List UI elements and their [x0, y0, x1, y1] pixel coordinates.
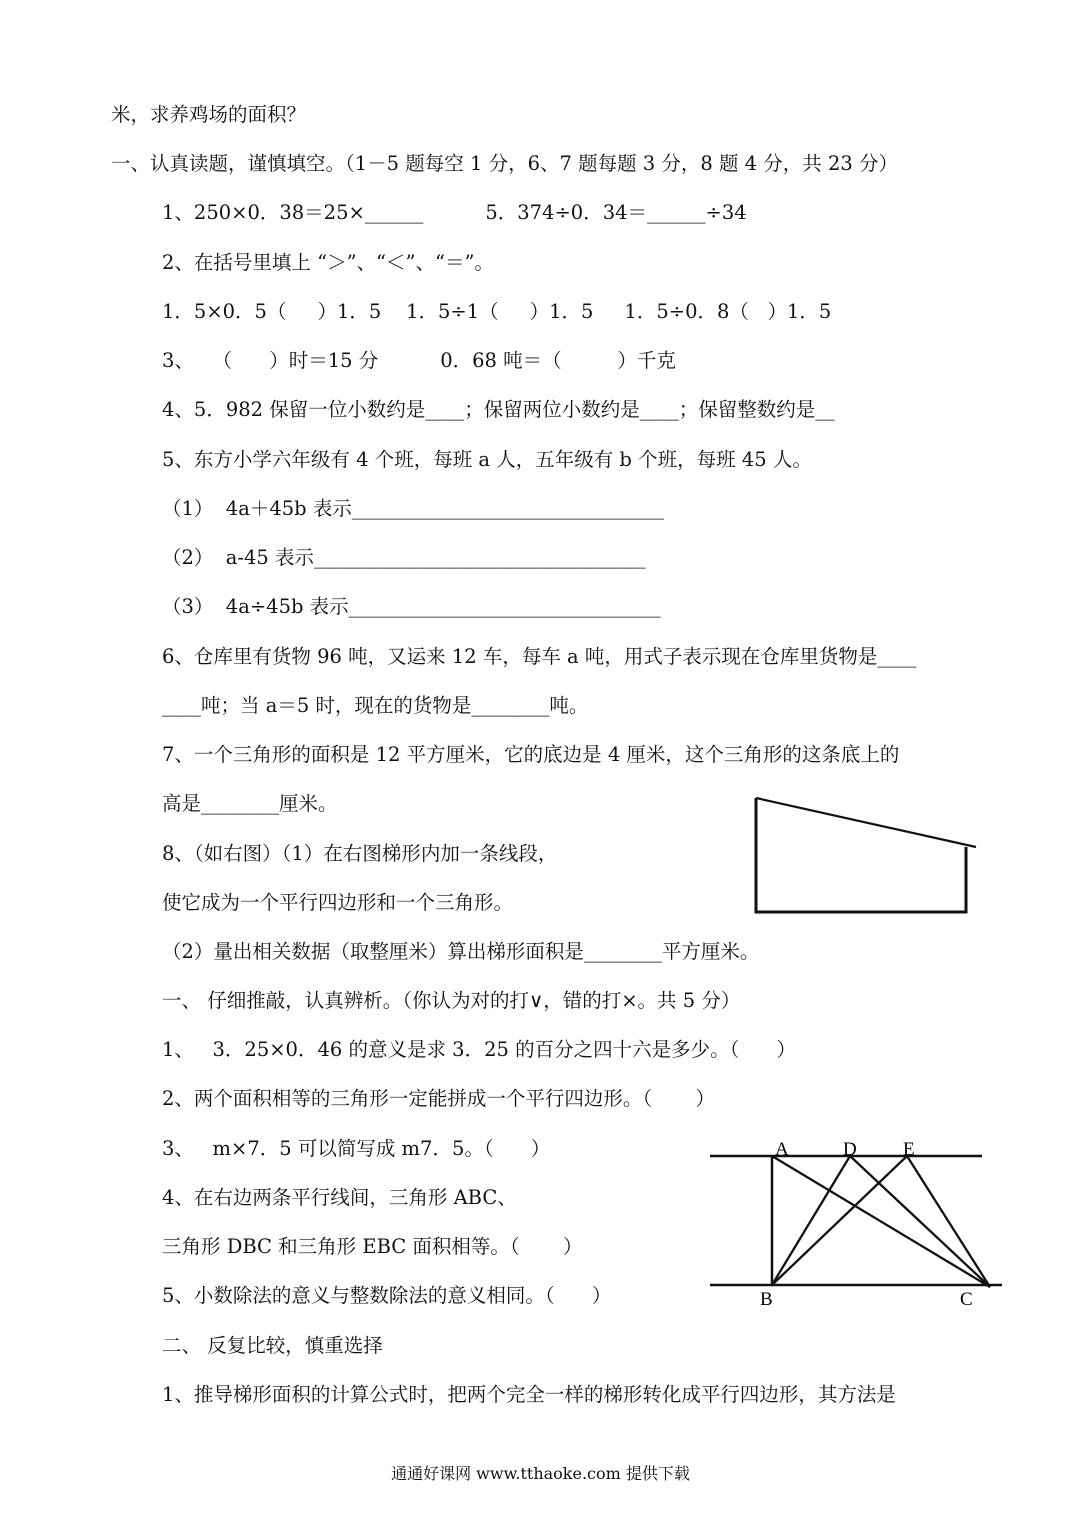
line-16: 使它成为一个平行四边形和一个三角形。 — [162, 891, 514, 914]
label-A: A — [775, 1139, 789, 1160]
line-8: （1） 4a＋45b 表示________________________________ — [162, 497, 664, 520]
line-12: ____吨；当 a＝5 时，现在的货物是________吨。 — [162, 694, 589, 717]
line-18: 一、 仔细推敲，认真辨析。（你认为对的打∨，错的打×。共 5 分） — [162, 989, 741, 1012]
line-23: 三角形 DBC 和三角形 EBC 面积相等。（ ） — [162, 1235, 583, 1258]
line-6: 4、5．982 保留一位小数约是____；保留两位小数约是____；保留整数约是__ — [162, 398, 835, 421]
trapezoid-diagram — [740, 790, 990, 925]
line-10: （3） 4a÷45b 表示________________________________ — [162, 595, 661, 618]
footer-text: 通通好课网 www.tthaoke.com 提供下载 — [391, 1464, 690, 1483]
line-24: 5、小数除法的意义与整数除法的意义相同。（ ） — [162, 1284, 612, 1307]
line-13: 7、一个三角形的面积是 12 平方厘米，它的底边是 4 厘米，这个三角形的这条底上的 — [162, 743, 900, 766]
line-25: 二、 反复比较，慎重选择 — [162, 1334, 383, 1357]
line-0: 米，求养鸡场的面积？ — [111, 103, 307, 126]
parallel-lines-triangles-diagram — [700, 1130, 1010, 1315]
line-22: 4、在右边两条平行线间，三角形 ABC、 — [162, 1186, 517, 1209]
line-3: 2、在括号里填上 “＞”、“＜”、“＝”。 — [162, 251, 494, 274]
label-E: E — [903, 1139, 915, 1160]
line-9: （2） a-45 表示__________________________________ — [162, 546, 646, 569]
line-15: 8、（如右图）（1）在右图梯形内加一条线段， — [162, 842, 558, 865]
line-20: 2、两个面积相等的三角形一定能拼成一个平行四边形。（ ） — [162, 1087, 716, 1110]
line-14: 高是________厘米。 — [162, 792, 338, 815]
label-D: D — [843, 1139, 857, 1160]
line-17: （2）量出相关数据（取整厘米）算出梯形面积是________平方厘米。 — [162, 940, 760, 963]
line-11: 6、仓库里有货物 96 吨，又运来 12 车，每车 a 吨，用式子表示现在仓库里货物是____ — [162, 645, 917, 668]
line-7: 5、东方小学六年级有 4 个班，每班 a 人，五年级有 b 个班，每班 45 人。 — [162, 448, 812, 471]
label-B: B — [760, 1289, 773, 1310]
line-26: 1、推导梯形面积的计算公式时，把两个完全一样的梯形转化成平行四边形，其方法是 — [162, 1383, 896, 1406]
line-21: 3、 m×7．5 可以简写成 m7．5。（ ） — [162, 1137, 551, 1160]
line-19: 1、 3．25×0．46 的意义是求 3．25 的百分之四十六是多少。（ ） — [162, 1038, 797, 1061]
line-5: 3、 （ ）时＝15 分 0．68 吨＝（ ）千克 — [162, 349, 676, 372]
line-2: 1、250×0．38＝25×______ 5．374÷0．34＝______÷34 — [162, 201, 747, 224]
line-4: 1．5×0．5（ ）1．5 1．5÷1（ ）1．5 1．5÷0．8（ ）1．5 — [162, 300, 832, 323]
line-1: 一、认真读题，谨慎填空。（1－5 题每空 1 分，6、7 题每题 3 分，8 题 4 分，共 23 分） — [111, 152, 898, 175]
label-C: C — [960, 1289, 973, 1310]
